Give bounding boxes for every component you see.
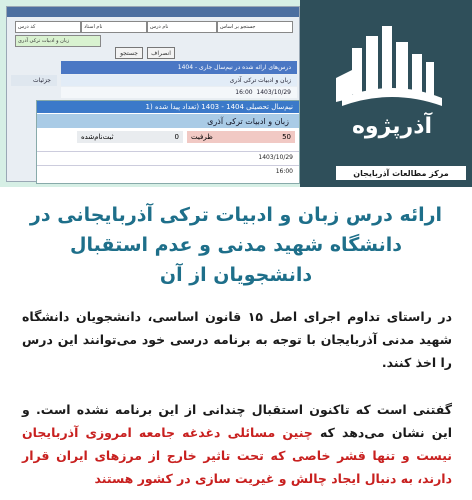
brand-caption: مرکز مطالعات آذربایجان xyxy=(336,166,466,180)
book-city-icon xyxy=(322,18,462,118)
details-cell xyxy=(11,75,57,86)
course-panel-time: 16:00 xyxy=(275,167,293,175)
course-panel-date-row xyxy=(37,151,299,162)
course-panel-header: نیم‌سال تحصیلی 1404 - 1403 (تعداد پیدا شده (1 xyxy=(37,101,299,113)
registered-value: 0 xyxy=(174,133,179,141)
results-header: درس‌های ارائه شده در نیم‌سال جاری - 1404 xyxy=(61,61,297,74)
filter-field-3: نام استاد xyxy=(81,21,147,33)
results-row xyxy=(61,75,297,86)
filter-field-1: جستجو بر اساس xyxy=(217,21,293,33)
filter-field-4: کد درس xyxy=(15,21,81,33)
results-time: 16:00 xyxy=(235,89,253,96)
header-image-area xyxy=(0,0,472,187)
results-row-2 xyxy=(61,87,297,98)
paragraph-2-intro: گفتنی است که تاکنون استقبال چندانی از این برنامه نشده است. و این نشان می‌دهد که xyxy=(22,402,452,440)
brand-logo xyxy=(322,18,462,168)
article-paragraph-2 xyxy=(22,398,452,490)
selected-course-field: زبان و ادبیات ترکی آذری xyxy=(15,35,101,47)
registered-cell xyxy=(77,131,183,143)
filter-field-2: نام درس xyxy=(147,21,217,33)
details-label: جزئیات xyxy=(33,77,51,84)
brand-logo-text: آذرپژوه xyxy=(351,114,433,139)
cancel-button: انصراف xyxy=(147,47,175,59)
results-course-name: زبان و ادبیات ترکی آذری xyxy=(229,77,291,84)
course-panel-date: 1403/10/29 xyxy=(258,153,293,161)
course-detail-panel xyxy=(36,100,300,184)
course-panel-name: زبان و ادبیات ترکی آذری xyxy=(37,114,299,128)
course-panel-time-row xyxy=(37,165,299,176)
article-headline: ارائه درس زبان و ادبیات ترکی آذربایجانی در دانشگاه شهید مدنی و عدم استقبال دانشجویان از آن xyxy=(29,204,443,286)
search-button: جستجو xyxy=(115,47,143,59)
article-paragraph-1: در راستای تداوم اجرای اصل ۱۵ قانون اساسی، دانشجویان دانشگاه شهید مدنی آذربایجان با توجه به برنامه درسی خود می‌توانند این درس را اخذ کنند. xyxy=(22,309,452,370)
capacity-cell xyxy=(187,131,295,143)
results-date: 1403/10/29 xyxy=(256,89,291,96)
capacity-value: 50 xyxy=(282,133,291,141)
capacity-label: ظرفیت xyxy=(191,133,213,141)
paragraph-2-highlight: چنین مسائلی دغدغه جامعه امروزی آذربایجان نیست و تنها قشر خاصی که تحت تاثیر خارج از مرزهای ایران قرار دارند، به دنبال ایجاد چالش و غیریت سازی در کشور هستند xyxy=(22,425,452,486)
registered-label: ثبت‌نام‌شده xyxy=(81,133,114,141)
screenshot-titlebar xyxy=(7,7,299,17)
